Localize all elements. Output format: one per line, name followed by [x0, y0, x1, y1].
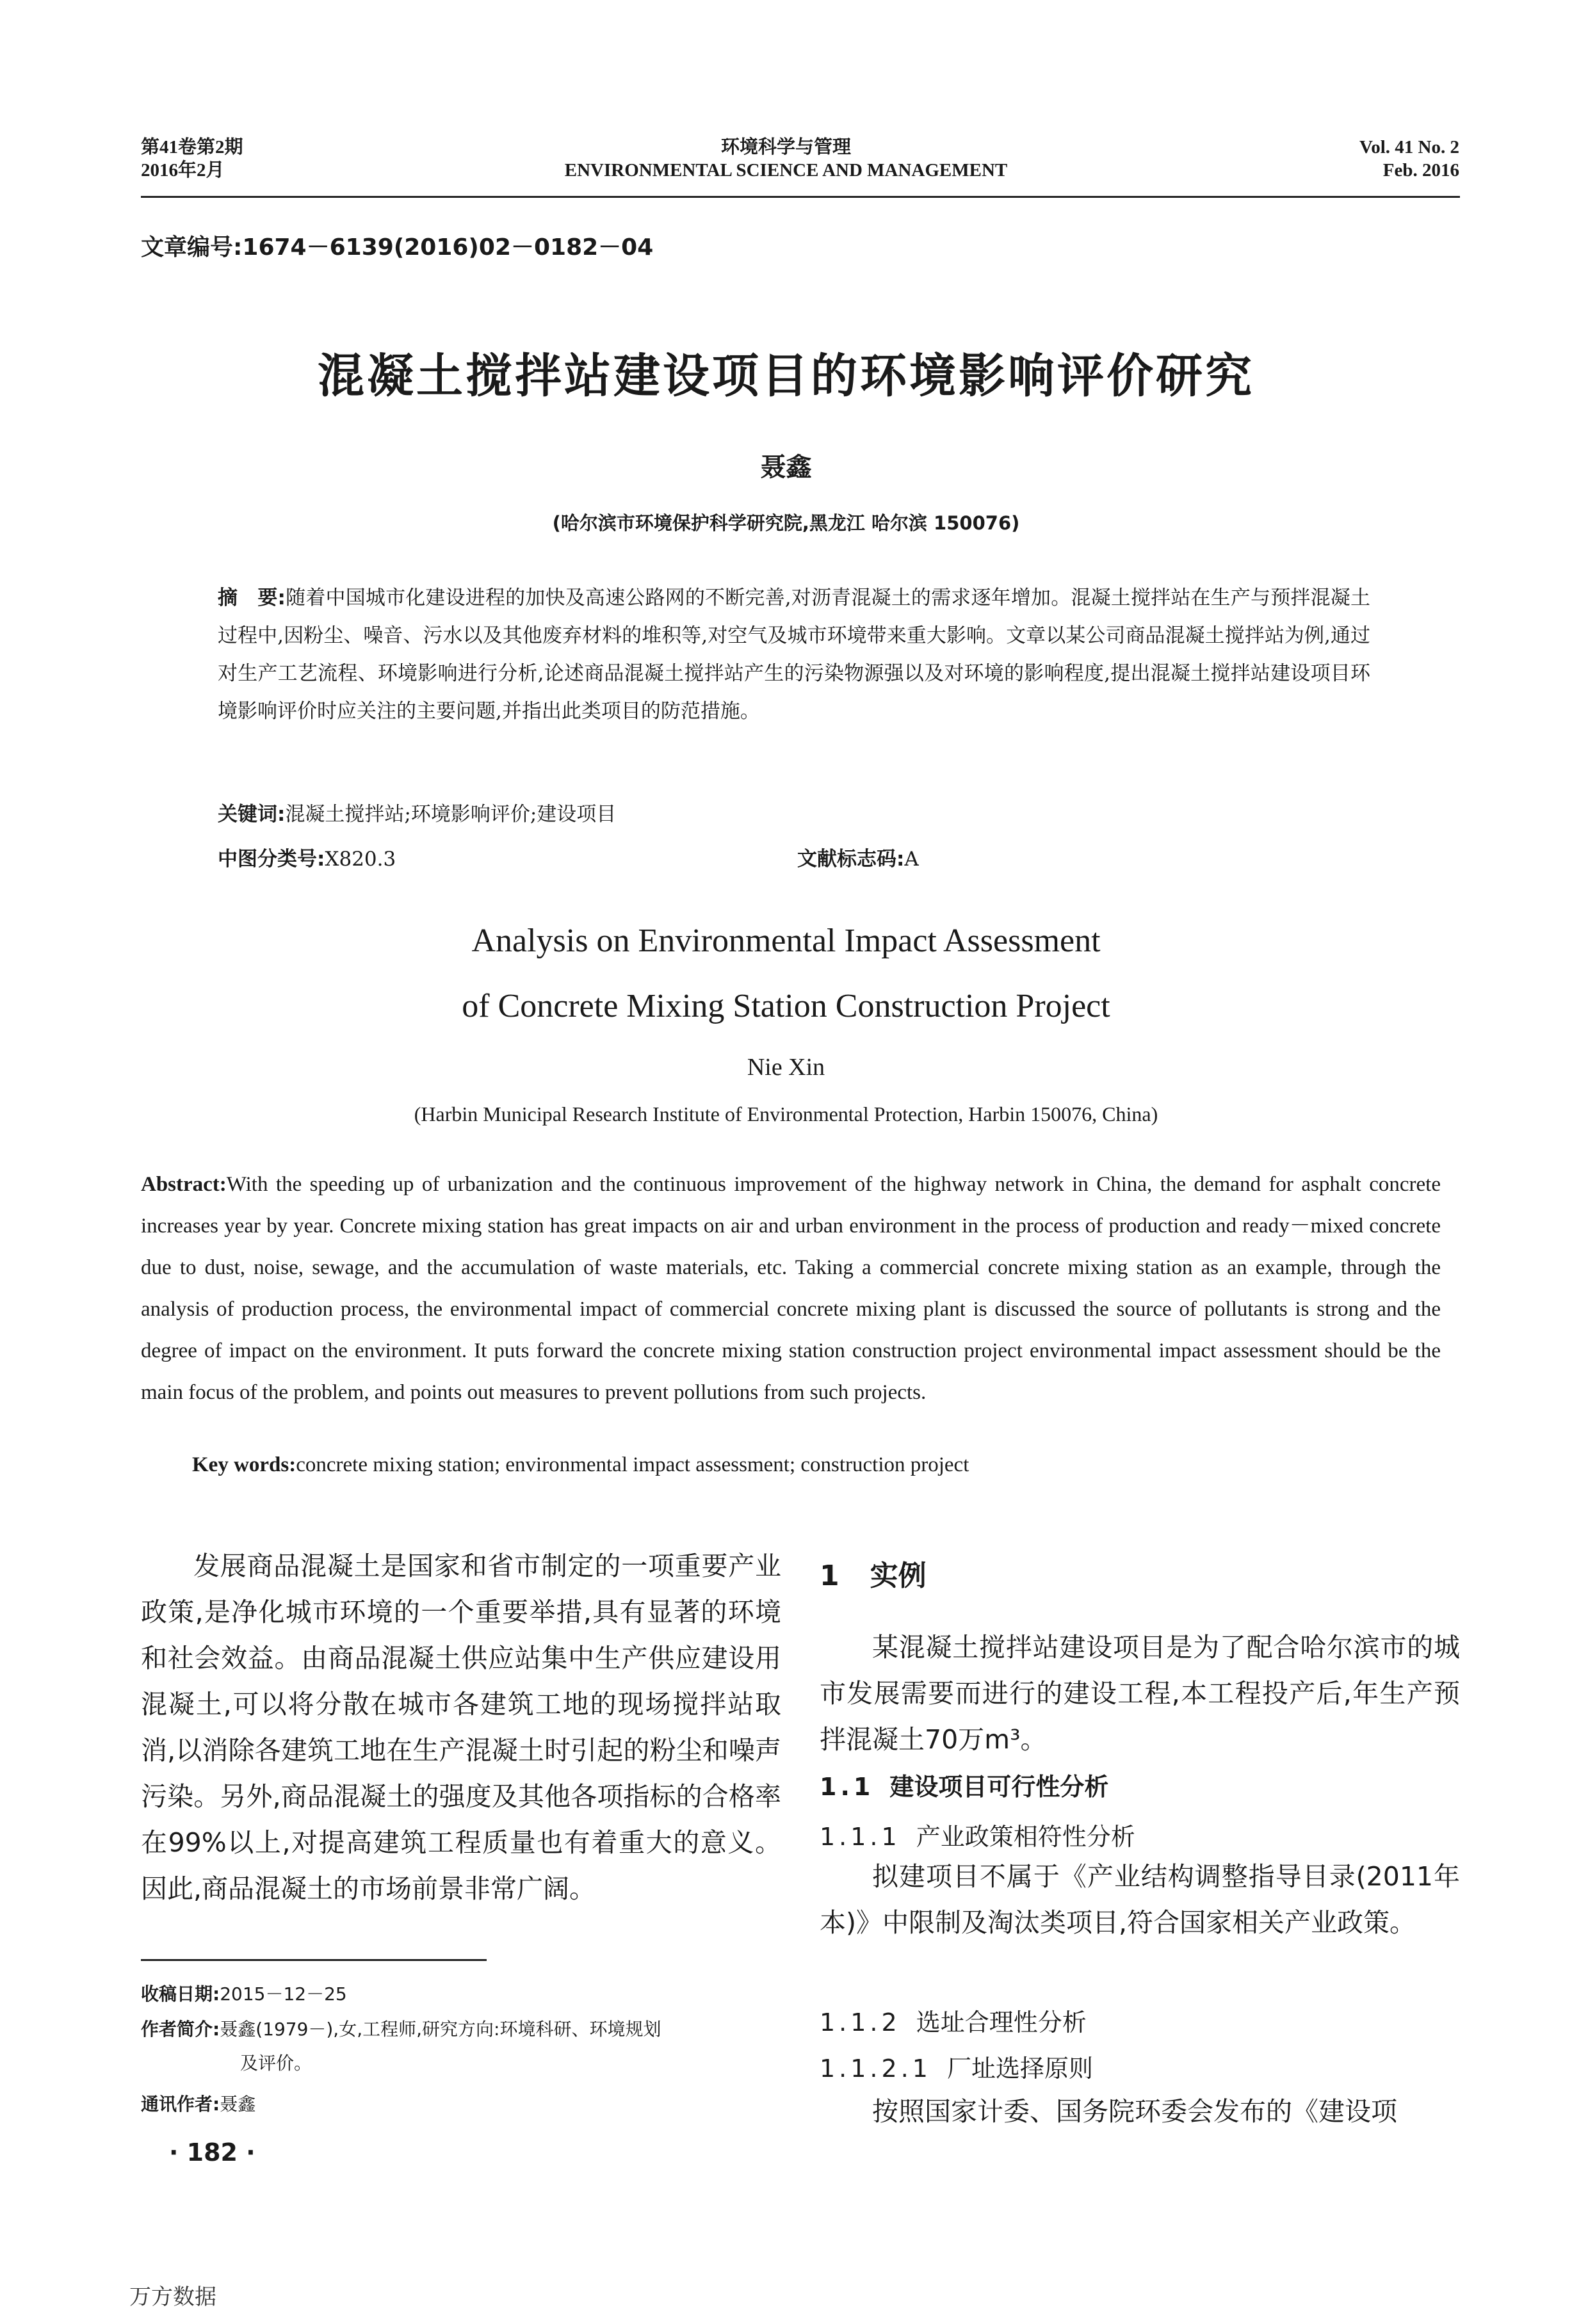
journal-volume-issue: 第41卷第2期	[141, 137, 243, 157]
paragraph-policy: 拟建项目不属于《产业结构调整指导目录(2011年本)》中限制及淘汰类项目,符合国家相关产业政策。	[820, 1861, 1460, 1938]
abstract-en-label: Abstract:	[141, 1173, 227, 1196]
subsection-1-1-1-title: 产业政策相符性分析	[916, 1823, 1135, 1851]
subsection-1-1-1-number: 1.1.1	[820, 1823, 901, 1851]
clc-label: 中图分类号:	[218, 848, 325, 871]
received-value: 2015－12－25	[220, 1983, 347, 2005]
keywords-cn	[218, 798, 616, 827]
journal-name	[0, 136, 1572, 182]
abstract-cn-label: 摘 要:	[218, 586, 286, 609]
paragraph-example: 某混凝土搅拌站建设项目是为了配合哈尔滨市的城市发展需要而进行的建设工程,本工程投产后,年生产预拌混凝土70万m³。	[820, 1632, 1460, 1755]
footnote-received	[141, 1978, 781, 2010]
subsection-1-1-number: 1.1	[820, 1773, 875, 1801]
header-divider	[141, 196, 1460, 198]
abstract-cn	[218, 579, 1370, 730]
keywords-cn-label: 关键词:	[218, 803, 286, 826]
affiliation-cn: (哈尔滨市环境保护科学研究院,黑龙江 哈尔滨 150076)	[552, 512, 1020, 534]
document-code-label: 文献标志码:	[797, 848, 905, 871]
affiliation-en: (Harbin Municipal Research Institute of Environmental Protection, Harbin 150076, China)	[414, 1102, 1158, 1126]
keywords-en-label: Key words:	[192, 1453, 296, 1476]
subsection-1-1-2-1-number: 1.1.2.1	[820, 2054, 932, 2083]
keywords-en	[192, 1453, 969, 1477]
journal-date-cn: 2016年2月	[141, 160, 225, 181]
journal-name-cn: 环境科学与管理	[720, 137, 851, 157]
page-number: · 182 ·	[169, 2138, 255, 2167]
subsection-heading-1-1-2-1	[820, 2049, 1093, 2084]
received-label: 收稿日期:	[141, 1983, 220, 2005]
paper-title-cn: 混凝土搅拌站建设项目的环境影响评价研究	[318, 349, 1254, 403]
article-number: 文章编号:1674－6139(2016)02－0182－04	[141, 234, 654, 261]
footnote-corresponding	[141, 2088, 781, 2120]
section-1-number: 1	[820, 1560, 839, 1592]
paper-title-en-line1: Analysis on Environmental Impact Assessment	[471, 923, 1101, 959]
corr-label: 通讯作者:	[141, 2094, 220, 2115]
paper-title-en-line2: of Concrete Mixing Station Construction Project	[462, 988, 1110, 1024]
section-1-title: 实例	[870, 1560, 927, 1592]
paragraph-site-selection: 按照国家计委、国务院环委会发布的《建设项	[872, 2096, 1397, 2127]
database-watermark: 万方数据	[129, 2284, 216, 2310]
bio-value: 聂鑫(1979－),女,工程师,研究方向:环境科研、环境规划	[220, 2019, 661, 2040]
author-cn: 聂鑫	[760, 453, 812, 482]
subsection-1-1-2-number: 1.1.2	[820, 2008, 901, 2037]
footnote-author-bio-cont: 及评价。	[240, 2053, 312, 2074]
document-code-value: A	[904, 848, 919, 871]
journal-name-en: ENVIRONMENTAL SCIENCE AND MANAGEMENT	[564, 160, 1008, 181]
bio-label: 作者简介:	[141, 2019, 220, 2040]
journal-volume	[1359, 136, 1459, 182]
footnote-author-bio	[141, 2013, 781, 2046]
keywords-en-text: concrete mixing station; environmental impact assessment; construction project	[296, 1453, 969, 1476]
subsection-1-1-title: 建设项目可行性分析	[889, 1773, 1109, 1801]
author-en: Nie Xin	[747, 1054, 825, 1081]
intro-paragraph: 发展商品混凝土是国家和省市制定的一项重要产业政策,是净化城市环境的一个重要举措,具有显著的环境和社会效益。由商品混凝土供应站集中生产供应建设用混凝土,可以将分散在城市各建筑工地的现场搅拌站取消,以消除各建筑工地在生产混凝土时引起的粉尘和噪声污染。另外,商品混凝土的强度及其他各项指标的合格率在99%以上,对提高建筑工程质量也有着重大的意义。因此,商品混凝土的市场前景非常广阔。	[141, 1551, 781, 1904]
subsection-heading-1-1-2	[820, 2003, 1087, 2038]
subsection-1-1-2-1-title: 厂址选择原则	[946, 2054, 1093, 2083]
corr-value: 聂鑫	[220, 2094, 256, 2115]
abstract-en-text: With the speeding up of urbanization and the continuous improvement of the highway network in China, the demand for asphalt concrete increases year by year. Concrete mixing station has great impacts on air and urban environment in the process of production and ready－mixed concrete due to dust, noise, sewage, and the accumulation of waste materials, etc. Taking a commercial concrete mixing station as an example, through the analysis of production process, the environmental impact of commercial concrete mixing plant is discussed the source of pollutants is strong and the degree of impact on the environment. It puts forward the concrete mixing station construction project environmental impact assessment should be the main focus of the problem, and points out measures to prevent pollutions from such projects.	[141, 1173, 1441, 1404]
clc-value: X820.3	[325, 848, 396, 871]
subsection-1-1-2-title: 选址合理性分析	[916, 2008, 1087, 2037]
document-code	[797, 843, 919, 871]
section-heading-1	[820, 1553, 927, 1594]
journal-volume-en: Vol. 41 No. 2	[1359, 137, 1459, 157]
subsection-heading-1-1	[820, 1767, 1108, 1802]
footnote-divider	[141, 1959, 487, 1961]
subsection-heading-1-1-1	[820, 1817, 1135, 1852]
abstract-cn-text: 随着中国城市化建设进程的加快及高速公路网的不断完善,对沥青混凝土的需求逐年增加。混凝土搅拌站在生产与预拌混凝土过程中,因粉尘、噪音、污水以及其他废弃材料的堆积等,对空气及城市环境带来重大影响。文章以某公司商品混凝土搅拌站为例,通过对生产工艺流程、环境影响进行分析,论述商品混凝土搅拌站产生的污染物源强以及对环境的影响程度,提出混凝土搅拌站建设项目环境影响评价时应关注的主要问题,并指出此类项目的防范措施。	[218, 586, 1370, 723]
abstract-en	[141, 1164, 1441, 1414]
journal-date-en: Feb. 2016	[1382, 160, 1459, 181]
keywords-cn-text: 混凝土搅拌站;环境影响评价;建设项目	[285, 803, 617, 826]
clc-number	[218, 843, 396, 871]
